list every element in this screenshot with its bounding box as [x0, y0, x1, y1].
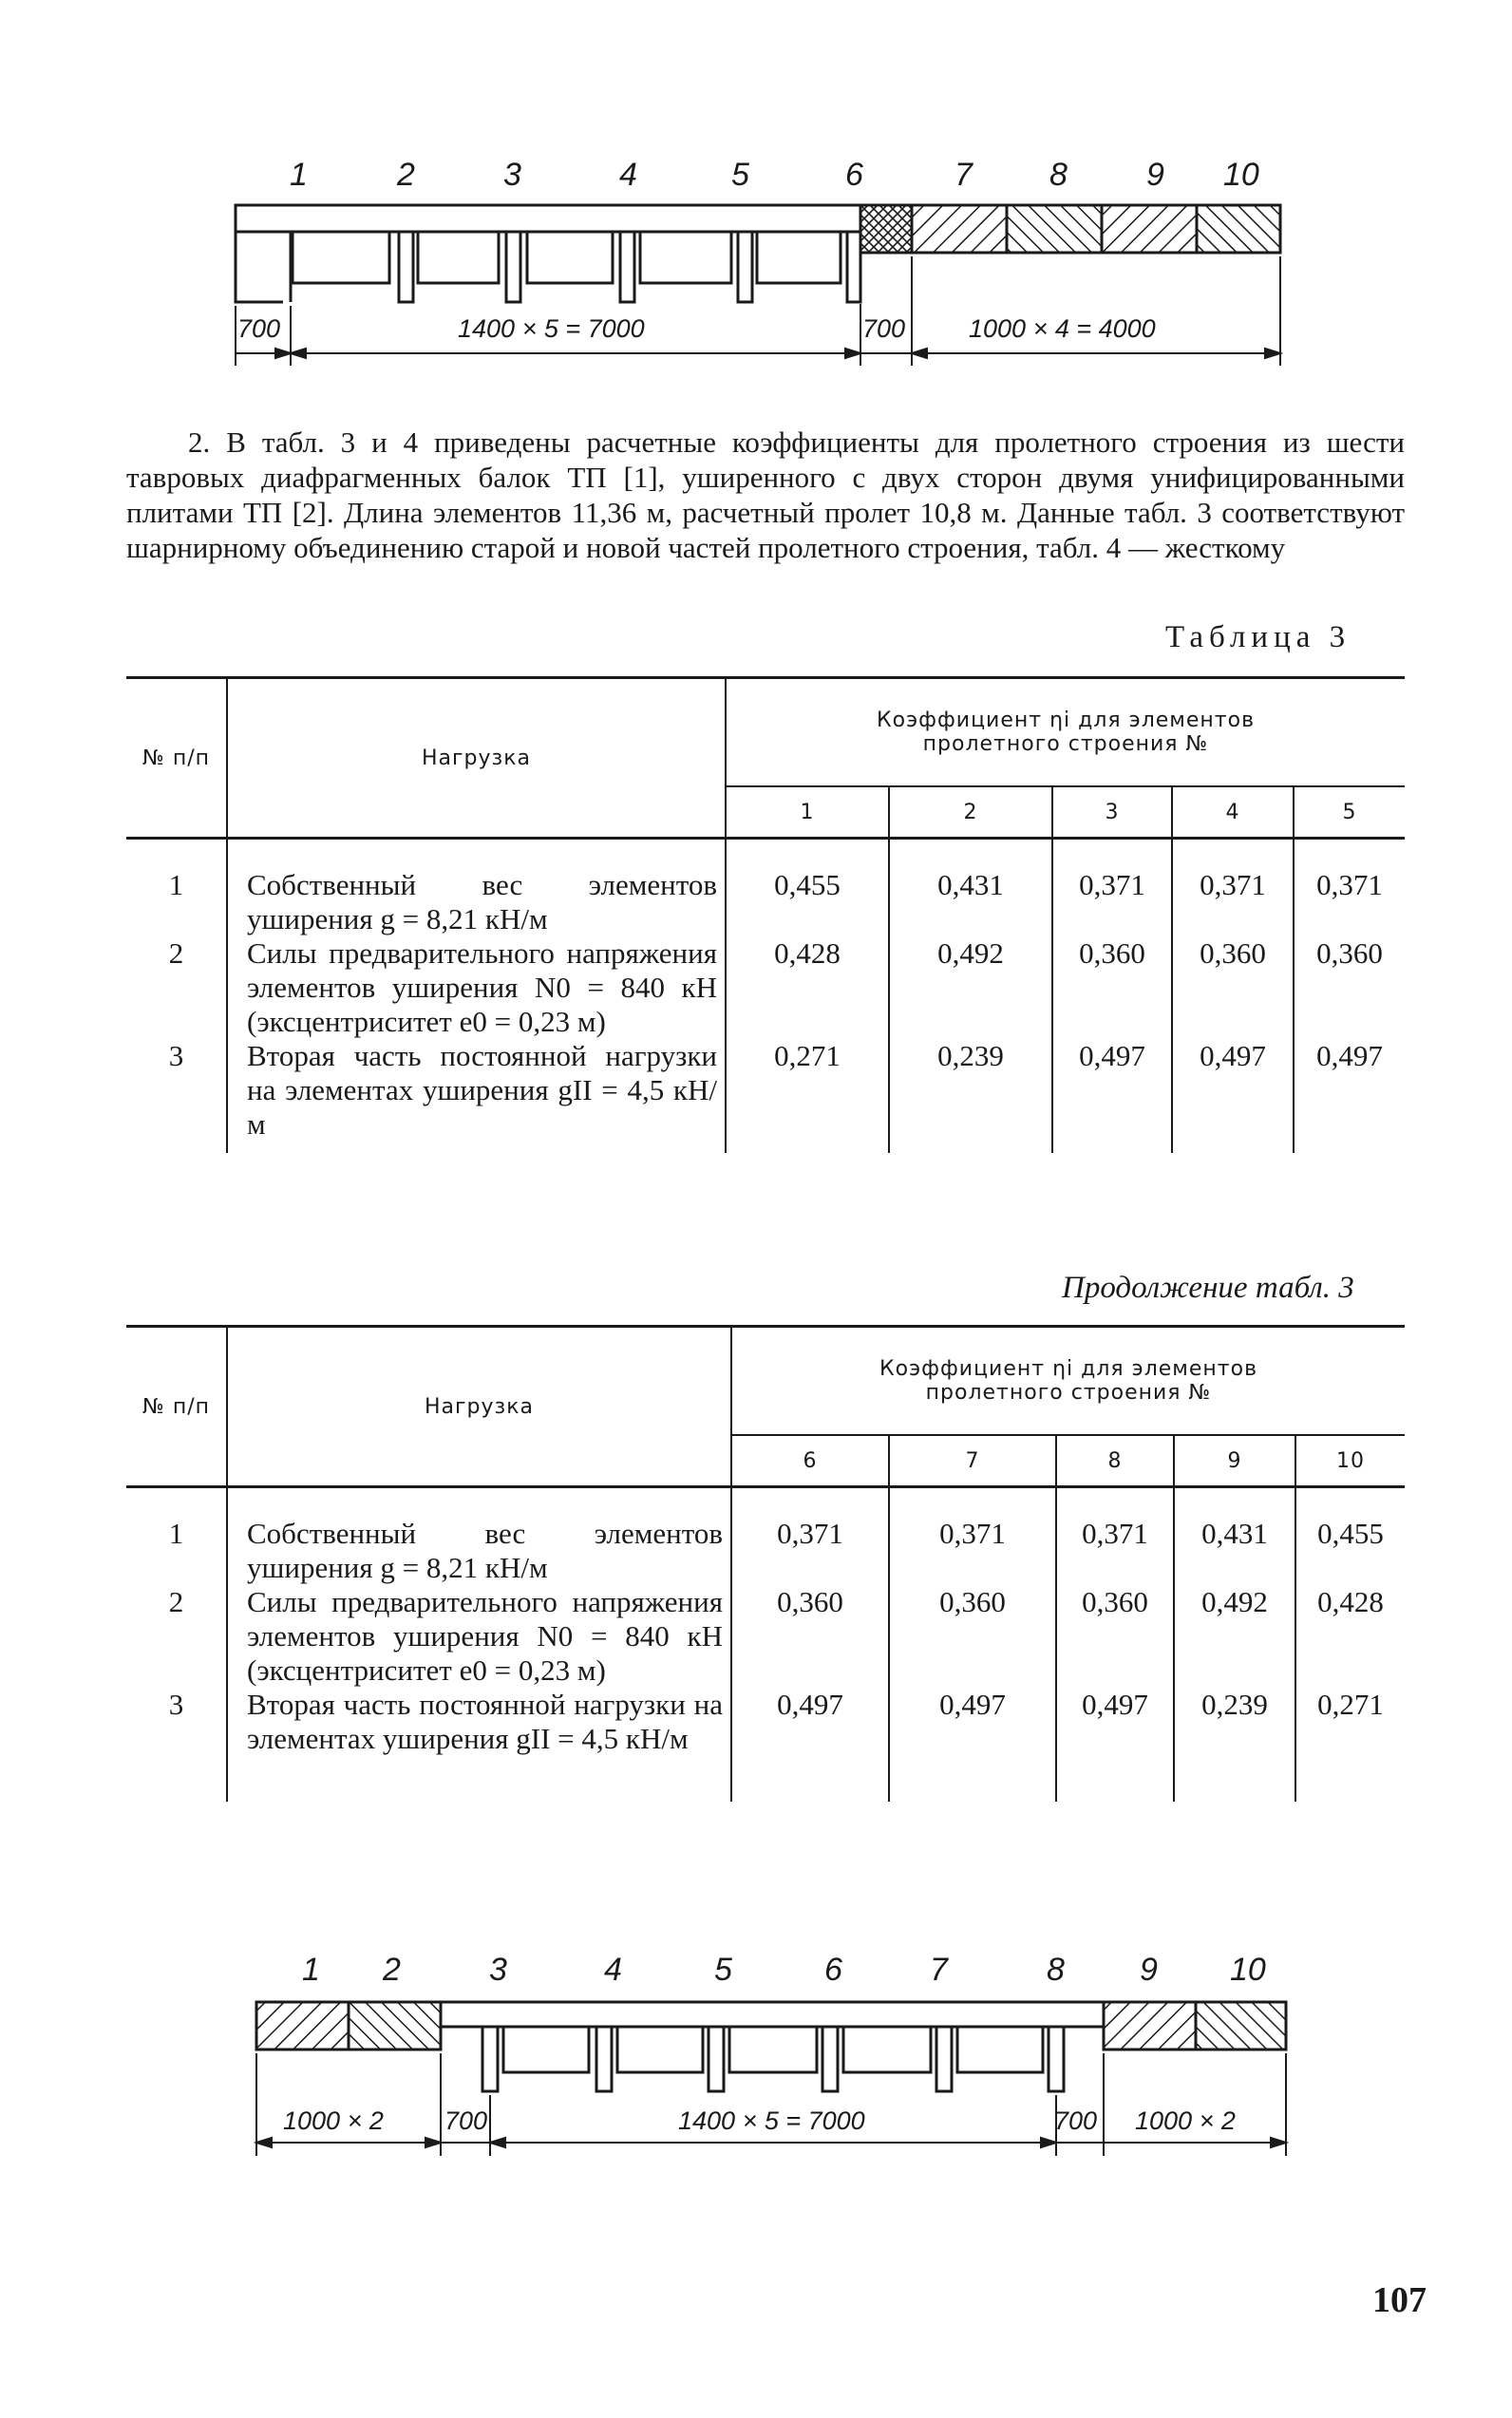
element-label: 1 [290, 157, 308, 193]
table-row [126, 1039, 1405, 1153]
element-label: 3 [489, 1952, 507, 1988]
joint-block-crosshatch [860, 205, 912, 253]
row-value: 0,360 [889, 1585, 1056, 1688]
element-col-header: 7 [889, 1435, 1056, 1487]
row-value: 0,371 [1294, 839, 1405, 937]
row-number: 3 [168, 1039, 184, 1072]
element-label: 10 [1223, 157, 1259, 193]
col-header-no: № п/п [142, 1394, 211, 1419]
dimension-label: 700 [444, 2106, 488, 2135]
row-value: 0,239 [889, 1039, 1052, 1153]
beam-section-top [236, 205, 860, 302]
col-header-coef-line1: Коэффициент ηi для элементов [879, 1357, 1258, 1381]
dimension-label: 1000 × 4 = 4000 [969, 314, 1156, 343]
page-number: 107 [1372, 2280, 1427, 2320]
element-col-header: 8 [1056, 1435, 1174, 1487]
widening-slab-1 [256, 2002, 349, 2050]
col-header-load: Нагрузка [227, 1327, 731, 1487]
row-value: 0,492 [1174, 1585, 1295, 1688]
cross-section-diagram-bottom [0, 1928, 1512, 2175]
widening-slab-2 [349, 2002, 441, 2050]
paragraph-text: 2. В табл. 3 и 4 приведены расчетные коэффициенты для пролетного строения из шести тавровых диафрагменных балок ТП [1], уширенного с двух сторон двумя унифицированными плитами ТП [2]. Длина элементов 11,36 м, расчетный пролет 10,8 м. Данные табл. 3 соответствуют шарнирному объединению старой и новой частей пролетного строения, табл. 4 — жесткому [126, 425, 1405, 564]
row-value: 0,371 [731, 1487, 889, 1586]
element-label: 5 [714, 1952, 732, 1988]
widening-slab-10 [1197, 205, 1280, 253]
table-row [126, 936, 1405, 1039]
cross-section-diagram-top [0, 0, 1512, 389]
element-label: 8 [1047, 1952, 1065, 1988]
element-label: 2 [383, 1952, 401, 1988]
widening-slab-7 [912, 205, 1007, 253]
element-label: 5 [731, 157, 749, 193]
col-header-coef-line1: Коэффициент ηi для элементов [877, 708, 1256, 732]
row-load: Собственный вес элементов уширения g = 8,21 кН/м [227, 1487, 731, 1586]
row-value: 0,497 [1294, 1039, 1405, 1153]
table-3 [126, 676, 1405, 1153]
element-col-header: 6 [731, 1435, 889, 1487]
element-label: 8 [1049, 157, 1068, 193]
dimension-lines-bottom [256, 2053, 1286, 2156]
element-labels-top [290, 157, 1259, 193]
row-value: 0,497 [1052, 1039, 1172, 1153]
beam-section-bottom [441, 2002, 1104, 2091]
row-value: 0,371 [1172, 839, 1294, 937]
element-col-header: 5 [1294, 786, 1405, 839]
dimension-label: 700 [1054, 2106, 1098, 2135]
widening-slab-9 [1104, 2002, 1196, 2050]
row-value: 0,360 [1052, 936, 1172, 1039]
row-load: Вторая часть постоянной нагрузки на элементах уширения gII = 4,5 кН/м [227, 1039, 726, 1153]
element-col-header: 4 [1172, 786, 1294, 839]
row-number: 1 [168, 1517, 184, 1550]
table-header-row [126, 678, 1405, 787]
row-value: 0,455 [726, 839, 889, 937]
row-number: 1 [168, 868, 184, 901]
row-load: Собственный вес элементов уширения g = 8,21 кН/м [227, 839, 726, 937]
row-value: 0,271 [726, 1039, 889, 1153]
element-col-header: 2 [889, 786, 1052, 839]
row-value: 0,428 [1295, 1585, 1405, 1688]
element-label: 9 [1146, 157, 1164, 193]
table-header-row [126, 1327, 1405, 1436]
element-labels-bottom [302, 1952, 1266, 1988]
widening-slab-10 [1196, 2002, 1286, 2050]
element-label: 4 [604, 1952, 622, 1988]
row-load: Силы предварительного напряжения элементов уширения N0 = 840 кН (эксцентриситет e0 = 0,23 м) [227, 936, 726, 1039]
dimension-label: 1400 × 5 = 7000 [678, 2106, 865, 2135]
row-value: 0,371 [889, 1487, 1056, 1586]
col-header-coef-line2: пролетного строения № [922, 732, 1209, 756]
row-number: 2 [168, 1585, 184, 1618]
widening-slab-8 [1007, 205, 1102, 253]
row-number: 2 [168, 936, 184, 970]
row-value: 0,371 [1052, 839, 1172, 937]
row-value: 0,431 [889, 839, 1052, 937]
row-value: 0,239 [1174, 1688, 1295, 1802]
row-value: 0,431 [1174, 1487, 1295, 1586]
element-col-header: 10 [1295, 1435, 1405, 1487]
row-value: 0,360 [1294, 936, 1405, 1039]
element-col-header: 9 [1174, 1435, 1295, 1487]
row-value: 0,497 [1056, 1688, 1174, 1802]
row-value: 0,360 [1056, 1585, 1174, 1688]
dimension-label: 1400 × 5 = 7000 [458, 314, 645, 343]
element-label: 6 [845, 157, 863, 193]
col-header-load: Нагрузка [227, 678, 726, 839]
row-value: 0,428 [726, 936, 889, 1039]
row-value: 0,455 [1295, 1487, 1405, 1586]
table-row [126, 1585, 1405, 1688]
element-label: 3 [503, 157, 521, 193]
col-header-no: № п/п [142, 746, 211, 770]
element-label: 10 [1230, 1952, 1266, 1988]
col-header-coef [731, 1327, 1405, 1436]
row-load: Вторая часть постоянной нагрузки на элементах уширения gII = 4,5 кН/м [227, 1688, 731, 1802]
dimension-label: 700 [237, 314, 281, 343]
row-value: 0,271 [1295, 1688, 1405, 1802]
table-row [126, 839, 1405, 937]
element-label: 2 [397, 157, 415, 193]
element-label: 6 [824, 1952, 842, 1988]
row-value: 0,497 [1172, 1039, 1294, 1153]
row-value: 0,360 [731, 1585, 889, 1688]
dimension-label: 1000 × 2 [283, 2106, 384, 2135]
dimension-label: 1000 × 2 [1135, 2106, 1236, 2135]
body-paragraph [126, 425, 1405, 565]
table-row [126, 1487, 1405, 1586]
element-label: 4 [619, 157, 637, 193]
dimension-label: 700 [862, 314, 906, 343]
row-number: 3 [168, 1688, 184, 1721]
widening-slab-9 [1102, 205, 1197, 253]
row-load: Силы предварительного напряжения элементов уширения N0 = 840 кН (эксцентриситет e0 = 0,23 м) [227, 1585, 731, 1688]
element-col-header: 3 [1052, 786, 1172, 839]
row-value: 0,497 [731, 1688, 889, 1802]
table-caption: Таблица 3 [1165, 620, 1351, 654]
element-label: 9 [1140, 1952, 1158, 1988]
element-label: 7 [930, 1952, 948, 1988]
table-3-continued [126, 1325, 1405, 1802]
element-label: 7 [954, 157, 973, 193]
element-col-header: 1 [726, 786, 889, 839]
col-header-coef [726, 678, 1405, 787]
row-value: 0,371 [1056, 1487, 1174, 1586]
row-value: 0,360 [1172, 936, 1294, 1039]
element-label: 1 [302, 1952, 320, 1988]
table-row [126, 1688, 1405, 1802]
row-value: 0,497 [889, 1688, 1056, 1802]
table-caption-continued: Продолжение табл. 3 [1062, 1271, 1354, 1305]
col-header-coef-line2: пролетного строения № [925, 1381, 1212, 1405]
row-value: 0,492 [889, 936, 1052, 1039]
